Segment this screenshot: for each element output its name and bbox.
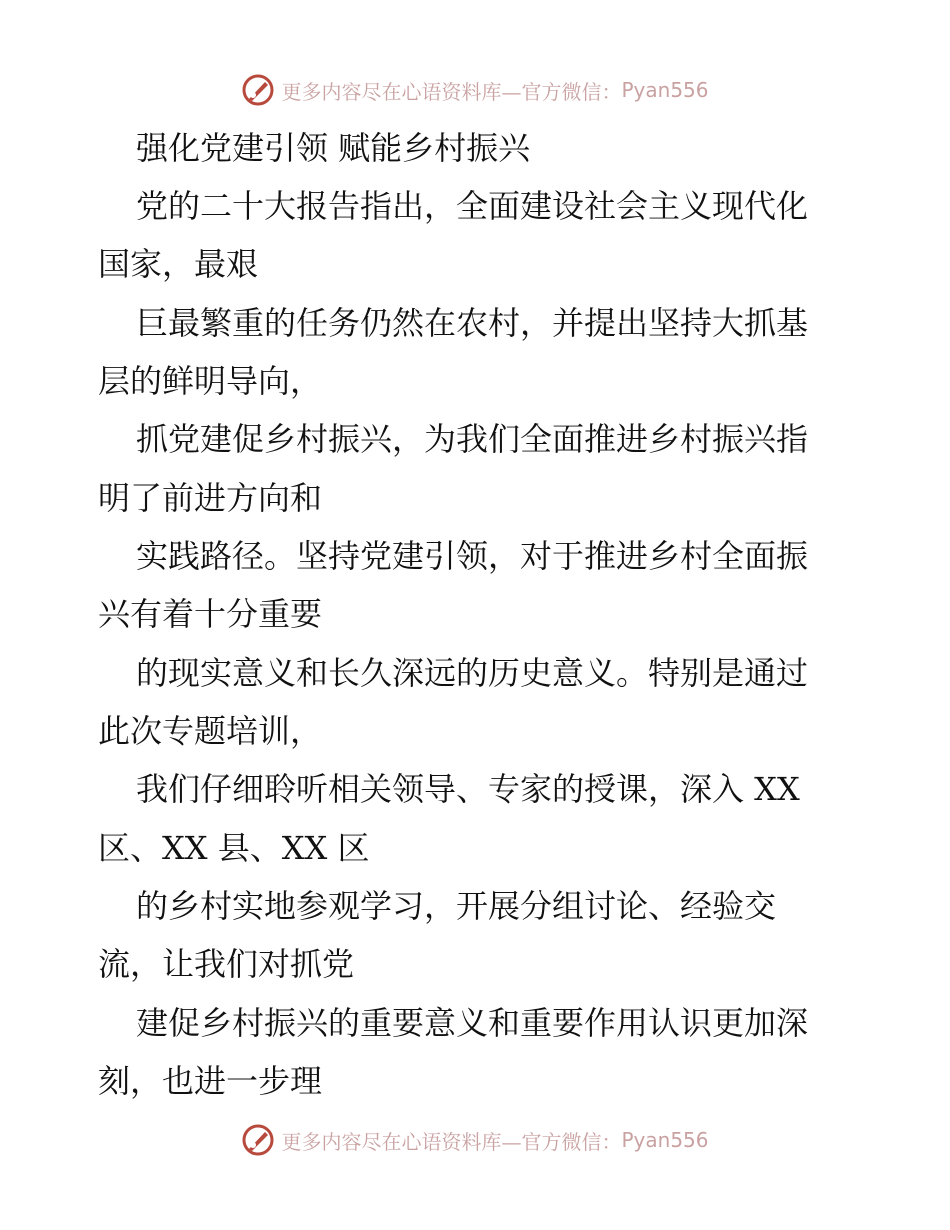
text-line-14: 流，让我们对抓党 xyxy=(98,945,355,983)
text-line-4: 层的鲜明导向， xyxy=(98,362,323,400)
header-wechat-id: Pyan556 xyxy=(621,78,709,102)
text-line-5: 抓党建促乡村振兴，为我们全面推进乡村振兴指 xyxy=(136,420,809,458)
text-line-1: 党的二十大报告指出，全面建设社会主义现代化 xyxy=(136,187,809,225)
header-watermark xyxy=(0,70,950,110)
document-title: 强化党建引领 赋能乡村振兴 xyxy=(136,129,531,167)
text-line-10: 此次专题培训， xyxy=(98,712,323,750)
brush-logo-icon xyxy=(241,1123,275,1157)
text-line-8: 兴有着十分重要 xyxy=(98,595,323,633)
text-line-9: 的现实意义和长久深远的历史意义。特别是通过 xyxy=(136,654,809,692)
text-line-7: 实践路径。坚持党建引领，对于推进乡村全面振 xyxy=(136,537,809,575)
text-line-3: 巨最繁重的任务仍然在农村，并提出坚持大抓基 xyxy=(136,304,809,342)
text-line-15: 建促乡村振兴的重要意义和重要作用认识更加深 xyxy=(136,1004,809,1042)
brush-logo-icon xyxy=(241,73,275,107)
text-line-2: 国家，最艰 xyxy=(98,245,259,283)
text-line-12: 区、XX 县、XX 区 xyxy=(98,829,370,867)
text-line-11: 我们仔细聆听相关领导、专家的授课，深入 XX xyxy=(136,770,800,808)
header-banner-text: 更多内容尽在心语资料库—官方微信： xyxy=(281,79,622,104)
text-line-6: 明了前进方向和 xyxy=(98,479,323,517)
text-line-16: 刻，也进一步理 xyxy=(98,1062,323,1100)
footer-banner-text: 更多内容尽在心语资料库—官方微信： xyxy=(281,1129,622,1154)
footer-wechat-id: Pyan556 xyxy=(621,1128,709,1152)
footer-watermark xyxy=(0,1120,950,1160)
text-line-13: 的乡村实地参观学习，开展分组讨论、经验交 xyxy=(136,887,777,925)
